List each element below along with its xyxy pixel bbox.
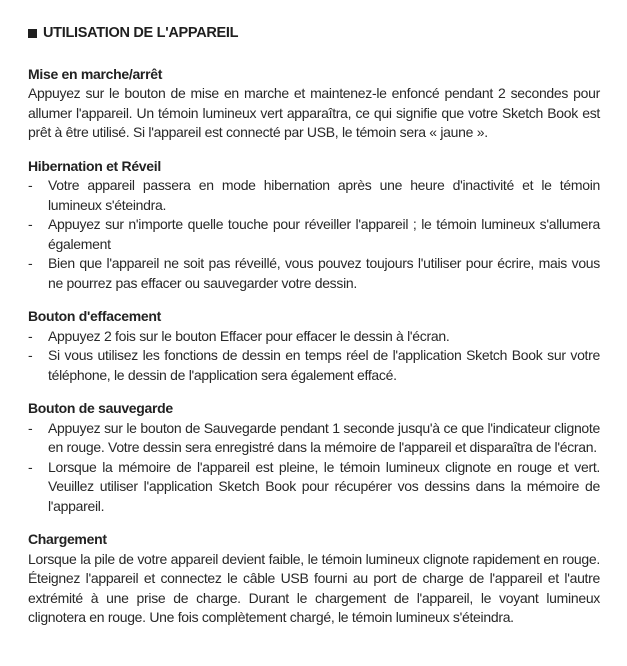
- list-item-text: Appuyez sur le bouton de Sauvegarde pendant 1 seconde jusqu'à ce que l'indicateur clignote en rouge. Votre dessin sera enregistré dans la mémoire de l'appareil et disparaîtra de l'écran.: [48, 419, 600, 455]
- list-item: [28, 458, 600, 517]
- section-heading: Bouton de sauvegarde: [28, 400, 173, 416]
- dash-bullet: -: [28, 419, 33, 436]
- section-bouton-sauvegarde: [28, 399, 600, 516]
- page-title: UTILISATION DE L'APPAREIL: [43, 25, 239, 41]
- dash-bullet: -: [28, 347, 33, 363]
- section-heading: Bouton d'effacement: [28, 308, 161, 324]
- list-item-text: Votre appareil passera en mode hibernation après une heure d'inactivité et le témoin lumineux s'éteindra.: [48, 177, 600, 213]
- list-item: [28, 346, 600, 385]
- list-item-text: Appuyez 2 fois sur le bouton Effacer pour effacer le dessin à l'écran.: [48, 327, 450, 344]
- square-bullet-icon: [28, 29, 37, 38]
- section-heading: Chargement: [28, 531, 107, 547]
- dash-bullet: -: [28, 177, 33, 193]
- sections-container: [28, 65, 600, 628]
- list-item: [28, 176, 600, 215]
- dash-bullet: -: [28, 216, 33, 232]
- list-item-text: Appuyez sur n'importe quelle touche pour réveiller l'appareil ; le témoin lumineux s'allumera également: [48, 216, 600, 252]
- section-heading: Mise en marche/arrêt: [28, 65, 163, 82]
- list-item-text: Lorsque la mémoire de l'appareil est pleine, le témoin lumineux clignote en rouge et vert. Veuillez utiliser l'application Sketch Book pour récupérer vos dessins dans la mémoire de l'appareil.: [48, 458, 600, 514]
- section-heading: Hibernation et Réveil: [28, 157, 161, 174]
- list-item-text: Si vous utilisez les fonctions de dessin en temps réel de l'application Sketch Book sur votre téléphone, le dessin de l'application sera également effacé.: [48, 347, 600, 383]
- section-chargement: [28, 530, 600, 628]
- list-item-text: Bien que l'appareil ne soit pas réveillé, vous pouvez toujours l'utiliser pour écrire, mais vous ne pourrez pas effacer ou sauvegarder votre dessin.: [48, 255, 600, 291]
- list-item: [28, 254, 600, 293]
- list-item: [28, 327, 600, 347]
- dash-bullet: -: [28, 458, 33, 475]
- section-paragraph: Lorsque la pile de votre appareil devient faible, le témoin lumineux clignote rapidement en rouge. Éteignez l'appareil et connectez le câble USB fourni au port de charge de l'appareil et l'autre extrémité à une prise de charge. Durant le chargement de l'appareil, le voyant lumineux clignotera en rouge. Une fois complètement chargé, le témoin lumineux s'éteindra.: [28, 550, 600, 625]
- section-bouton-effacement: [28, 307, 600, 385]
- section-mise-en-marche: [28, 65, 600, 143]
- section-paragraph: Appuyez sur le bouton de mise en marche et maintenez-le enfoncé pendant 2 secondes pour allumer l'appareil. Un témoin lumineux vert apparaîtra, ce qui signifie que votre Sketch Book est prêt à être utilisé. Si l'appareil est connecté par USB, le témoin sera « jaune ».: [28, 85, 600, 140]
- dash-bullet: -: [28, 255, 33, 271]
- section-hibernation-reveil: [28, 157, 600, 294]
- list-item: [28, 419, 600, 458]
- dash-bullet: -: [28, 327, 33, 344]
- page-title-row: [28, 24, 600, 44]
- list-item: [28, 215, 600, 254]
